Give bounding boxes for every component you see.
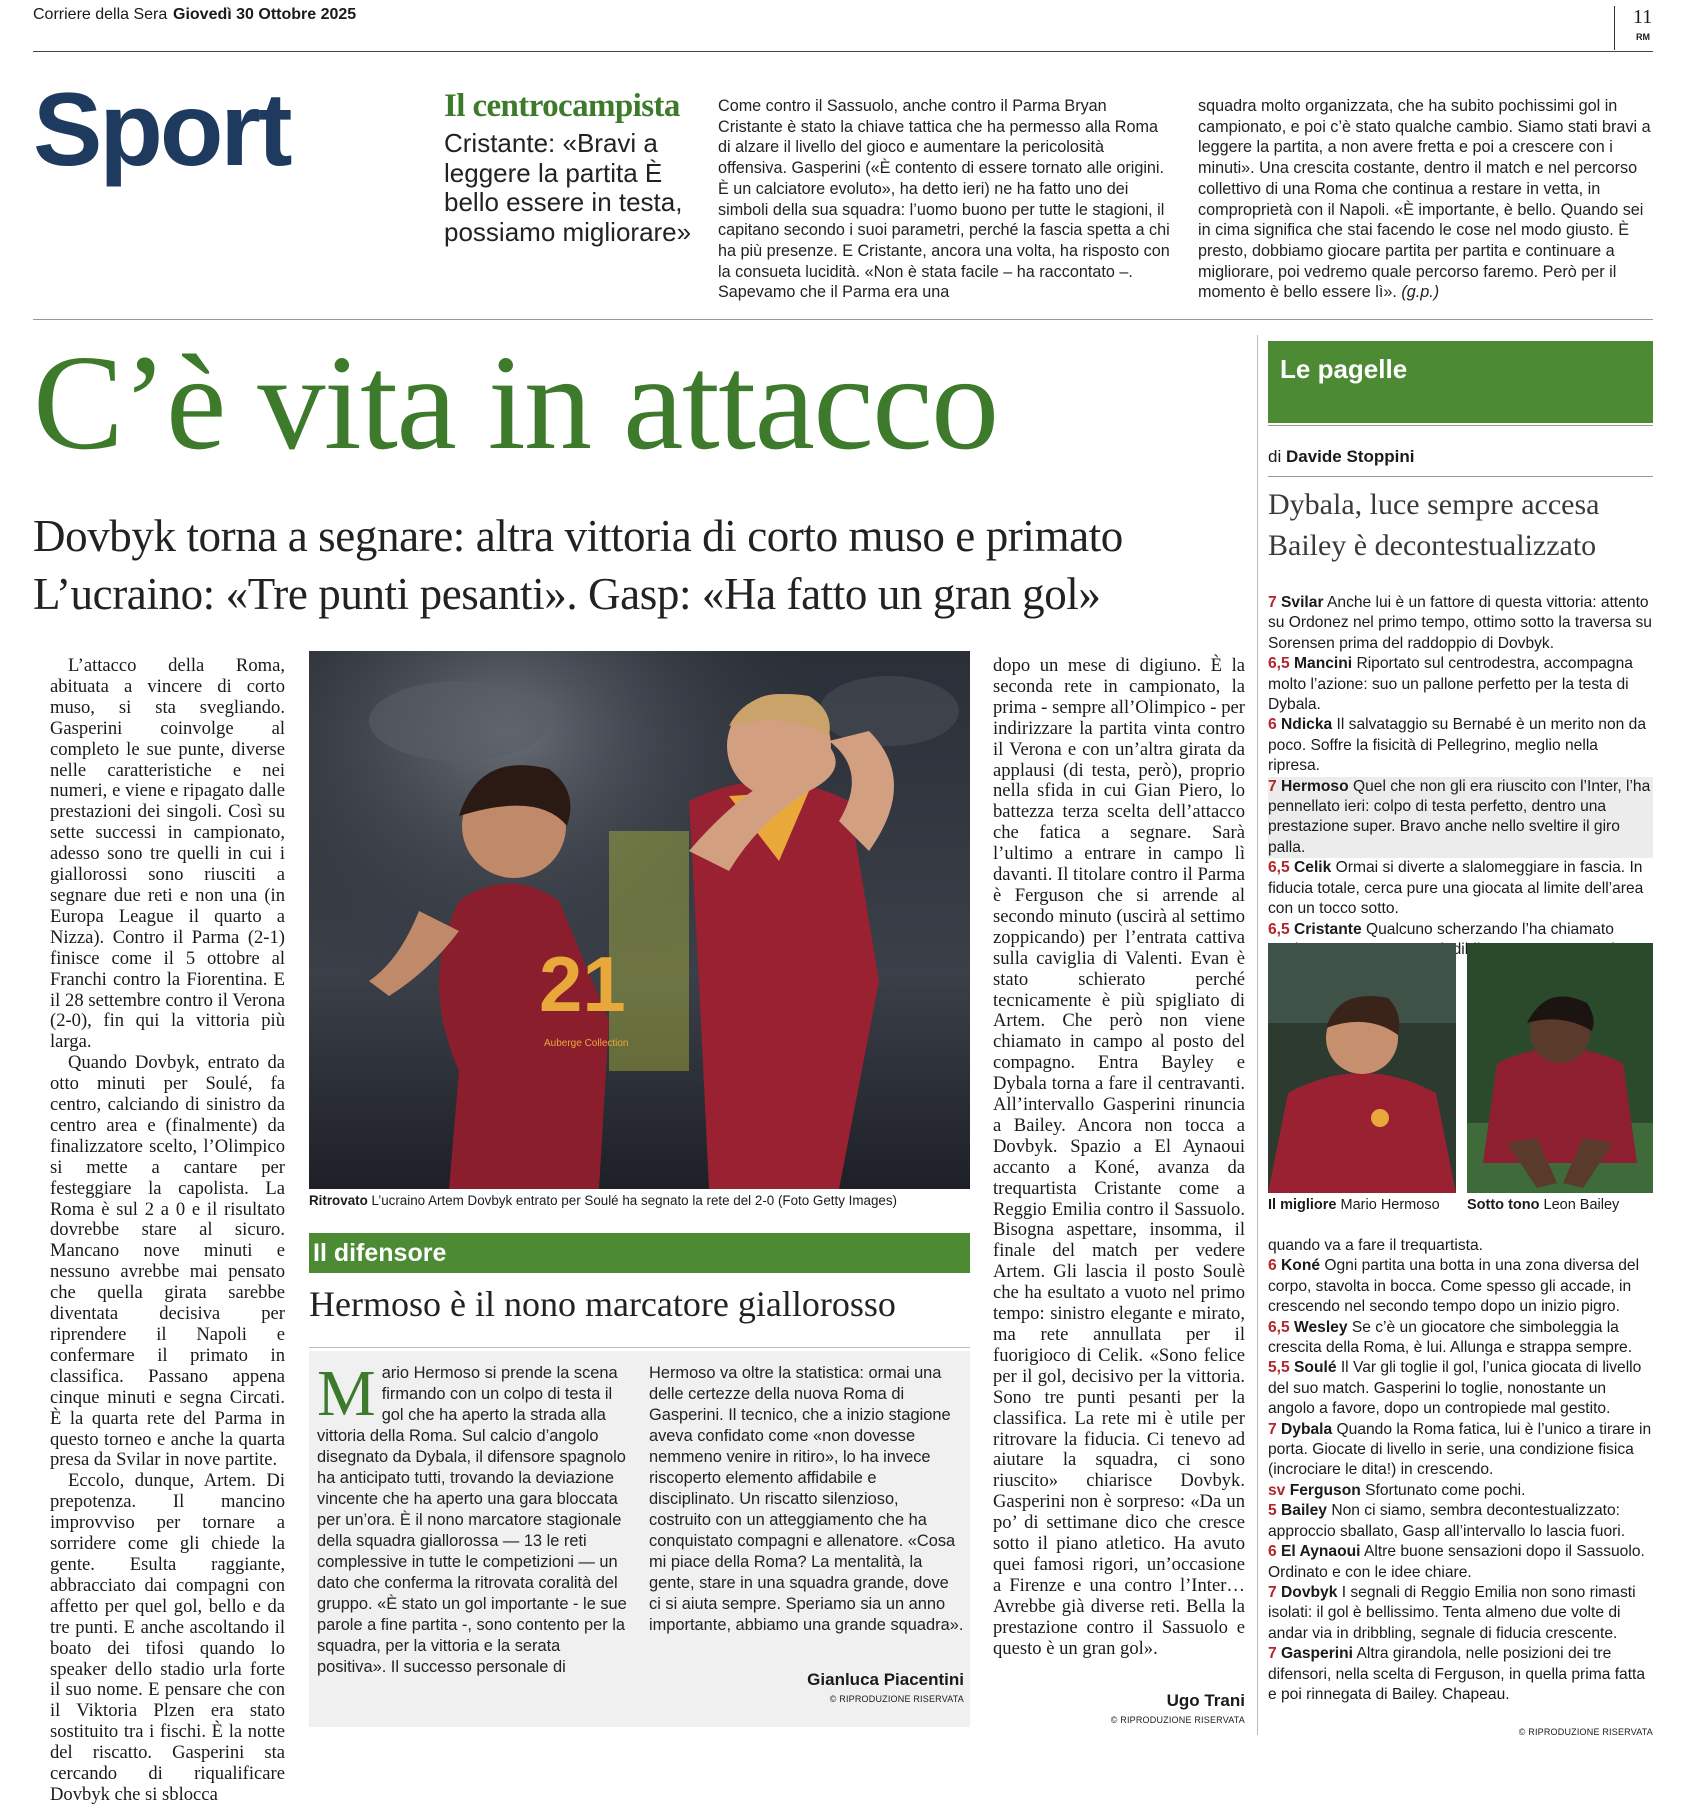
- main-subhead-1: Dovbyk torna a segnare: altra vittoria di corto muso e primato: [33, 511, 1123, 561]
- defender-copyright: © RIPRODUZIONE RISERVATA: [829, 1694, 964, 1704]
- section-title: Sport: [33, 72, 290, 188]
- rating-item: 7 Svilar Anche lui è un fattore di questa vittoria: attento su Ordonez nel primo tempo, ottimo sotto la traversa su Sorensen prima del raddoppio di Dovbyk.: [1268, 594, 1652, 652]
- page-number: 11: [1633, 6, 1653, 28]
- ratings-bottom: [1268, 1236, 1653, 1705]
- pagelle-headline-1: Dybala, luce sempre accesa: [1268, 488, 1600, 521]
- pagelle-tag: Le pagelle: [1268, 341, 1653, 423]
- rating-item: 5 Bailey Non ci siamo, sembra decontestualizzato: approccio sballato, Gasp all’intervallo lo lascia fuori.: [1268, 1502, 1626, 1540]
- defender-box: [309, 1233, 970, 1727]
- bailey-photo: [1467, 943, 1653, 1193]
- caption-text: L’ucraino Artem Dovbyk entrato per Soulé ha segnato la rete del 2-0 (Foto Getty Images): [371, 1193, 898, 1208]
- top-story-col2-text: squadra molto organizzata, che ha subito pochissimi gol in campionato, e poi c’è stato qualche cambio. Siamo stati bravi a leggere la partita, a non avere fretta e poi a crescere con i minuti». Una crescita costante, dentro il match e nel percorso collettivo di una Roma che continua a restare in vetta, in comproprietà con il Napoli. «È importante, è bello. Quando sei in cima significa che stai facendo le cose nel modo giusto. È presto, dobbiamo giocare partita per partita e continuare a migliorare, poi vedremo quale percorso faremo. Però per il momento è bello essere lì».: [1198, 97, 1651, 302]
- caption-label: Il migliore: [1268, 1197, 1337, 1213]
- rating-continuation: quando va a fare il trequartista.: [1268, 1237, 1483, 1254]
- rating-item: 7 Gasperini Altra girandola, nelle posizioni dei tre difensori, nella scelta di Ferguson, in quella prima fatta e poi rinnegata di Bailey. Chapeau.: [1268, 1645, 1646, 1703]
- player-photo-bailey: [1467, 943, 1653, 1193]
- byline-prefix: di: [1268, 447, 1282, 466]
- rating-item: 5,5 Soulé Il Var gli toglie il gol, l’unica giocata di livello del suo match. Gasperini lo toglie, nonostante un angolo a favore, dopo un contropiede mal gestito.: [1268, 1359, 1642, 1418]
- page-header: [33, 6, 1653, 50]
- caption-label: Sotto tono: [1467, 1197, 1540, 1213]
- defender-col1-text: ario Hermoso si prende la scena firmando con un colpo di testa il gol che ha aperto la strada alla vittoria della Roma. Sul calcio d’angolo disegnato da Dybala, il difensore spagnolo ha anticipato tutti, trovando la deviazione vincente che ha aperto una gara bloccata per un’ora. È il nono marcatore stagionale della squadra giallorossa — 13 le reti complessive in tutte le competizioni — un dato che conferma la ritrovata coralità del gruppo. «È stato un gol importante - le sue parole a fine partita -, sono contento per la squadra, per la vittoria e la serata positiva». Il successo personale di: [317, 1364, 627, 1676]
- main-col3-paragraph: dopo un mese di digiuno. È la seconda rete in campionato, la prima - sempre all’Olimpico - per indirizzare la partita vinta contro il Verona e con un’altra girata da applausi (di testa, però), proprio nella sfida in cui Gian Piero, lo battezza terza scelta dell’attacco che fatica a segnare. Sarà l’ultimo a entrare in campo lì davanti. Il titolare contro il Parma è Ferguson che si arrende al secondo minuto (uscirà al settimo zoppicando) per l’entrata cattiva sulla caviglia di Valenti. Evan è stato schierato perché tecnicamente è più spigliato di Artem. Che però non viene chiamato in campo al posto del compagno. Entra Bayley e Dybala torna a fare il centravanti. All’intervallo Gasperini rinuncia a Bailey. Ancora non tocca a Dovbyk. Spazio a El Aynaoui accanto a Koné, avanza da trequartista Cristante come a Reggio Emilia contro il Sassuolo. Bisogna aspettare, insomma, il finale del match per vedere Artem. Gli lascia il posto Soulè che ha esultato a vuoto nel primo tempo: sinistro elegante e mirato, ma rete annullata per il fuorigioco di Celik. «Sono felice per il gol, decisivo per la vittoria. Sono tre punti pesanti per la classifica. La rete mi è utile per ritrovare la fiducia. Ci tenevo ad aiutare la squadra, ci sono riuscito» chiarisce Dovbyk. Gasperini non è sorpreso: «Da un po’ di settimane dico che cresce sotto il piano atletico. Ha avuto quei famosi rigori, un’occasione a Firenze e una contro l’Inter… Avrebbe già diverse reti. Bella la prestazione contro il Sassuolo e questo è un gran gol».: [993, 655, 1245, 1659]
- pagelle-rule-2: [1268, 476, 1653, 477]
- bailey-photo-caption: [1467, 1197, 1619, 1213]
- celebration-photo: [309, 651, 970, 1189]
- top-story-col2: [1198, 96, 1653, 303]
- defender-headline: Hermoso è il nono marcatore giallorosso: [309, 1284, 896, 1324]
- header-divider: [1614, 6, 1615, 50]
- main-headline: C’è vita in attacco: [33, 328, 998, 478]
- rating-item: 7 Dybala Quando la Roma fatica, lui è l’unico a tirare in porta. Giocate di livello in serie, una condizione fisica (incrociare le dita!) in crescendo.: [1268, 1420, 1652, 1479]
- defender-col1: [317, 1357, 632, 1678]
- top-rule: [33, 319, 1653, 320]
- rating-item: 6 Ndicka Il salvataggio su Bernabé è un merito non da poco. Soffre la fisicità di Pellegrino, meglio nella ripresa.: [1268, 716, 1646, 775]
- jersey-sponsor: Auberge Collection: [544, 1038, 629, 1049]
- pagelle-copyright: © RIPRODUZIONE RISERVATA: [1518, 1727, 1653, 1737]
- caption-name: Leon Bailey: [1543, 1197, 1620, 1213]
- main-col1-paragraph: L’attacco della Roma, abituata a vincere di corto muso, si sta svegliando. Gasperini coinvolge al completo le sue punte, diverse nelle caratteristiche e nei numeri, e viene e ripagato dalle prestazioni dei singoli. Così su sette successi in campionato, adesso sono tre quelli in cui i giallorossi sono riusciti a segnare due reti e non una (in Europa League il quarto a Nizza). Contro il Parma (2-1) finisce come il 5 ottobre al Franchi contro la Fiorentina. E il 28 settembre contro il Verona (2-0), fin qui la vittoria più larga.: [50, 655, 285, 1053]
- main-author: Ugo Trani: [1166, 1691, 1245, 1710]
- main-subhead-2: L’ucraino: «Tre punti pesanti». Gasp: «Ha fatto un gran gol»: [33, 569, 1101, 619]
- rating-item: 6,5 Celik Ormai si diverte a slalomeggiare in fascia. In fiducia totale, cerca pure una giocata al limite dell’area con un tocco sotto.: [1268, 859, 1644, 918]
- defender-tag: Il difensore: [309, 1233, 970, 1273]
- byline-name: Davide Stoppini: [1285, 447, 1415, 466]
- rating-item: 7 Hermoso Quel che non gli era riuscito con l’Inter, l’ha pennellato ieri: colpo di testa perfetto, dentro una prestazione super. Bravo anche nello sveltire il giro palla.: [1268, 777, 1653, 859]
- main-col1-paragraph: Eccolo, dunque, Artem. Di prepotenza. Il mancino improvviso per tornare a sorridere come gli chiede la gente. Esulta raggiante, abbracciato dai compagni con affetto per quel gol, bello e da tre punti. E anche ascoltando il boato dei tifosi quando lo speaker dello stadio urla forte il suo nome. E pensare che con il Viktoria Plzen era stato sostituito tra i fischi. È la notte del riscatto. Gasperini sta cercando di riqualificare Dovbyk che si sblocca: [50, 1470, 285, 1805]
- publication-name: Corriere della Sera: [33, 6, 168, 23]
- top-kicker: Il centrocampista: [444, 88, 680, 124]
- top-story-col1: Come contro il Sassuolo, anche contro il Parma Bryan Cristante è stato la chiave tattica che ha permesso alla Roma di alzare il livello del gioco e aumentare la pericolosità offensiva. Gasperini («È contento di essere tornato alle origini. È un calciatore evoluto», ha detto ieri) ne ha fatto uno dei simboli della sua squadra: l’uomo buono per tutte le stagioni, il capitano secondo i suoi parametri, perché la fascia spetta a chi ha più presenze. E Cristante, ancora una volta, ha risposto con la consueta lucidità. «Non è stata facile – ha raccontato –. Sapevamo che il Parma era una: [718, 97, 1170, 302]
- main-col1-paragraph: Quando Dovbyk, entrato da otto minuti per Soulé, fa centro, calciando di sinistro da centro area e (finalmente) da finalizzatore scelto, l’Olimpico si mette a cantare per festeggiare la capolista. La Roma è sul 2 a 0 e il risultato dovrebbe stare al sicuro. Mancano nove minuti e nessuno avrebbe mai pensato che quella girata sarebbe diventata decisiva per riprendere il Napoli e confermare il primato in classifica. Passano appena cinque minuti e segna Circati. È la quarta rete del Parma in questo torneo e anche la quarta presa da Svilar in nove partite.: [50, 1052, 285, 1471]
- rating-item: sv Ferguson Sfortunato come pochi.: [1268, 1481, 1526, 1499]
- hermoso-photo-caption: [1268, 1197, 1440, 1213]
- pagelle-rule: [1268, 425, 1653, 426]
- hermoso-photo: [1268, 943, 1456, 1193]
- rating-item: 6,5 Cristante Qualcuno scherzando l’ha chiamato: [1268, 920, 1614, 938]
- defender-rule: [309, 1347, 970, 1348]
- rating-item: 6 Koné Ogni partita una botta in una zona diversa del corpo, stavolta in bocca. Come spesso gli accade, in crescendo nel secondo tempo dopo un inizio pigro.: [1268, 1257, 1640, 1316]
- ratings-top: [1268, 593, 1653, 981]
- publication-date: Giovedì 30 Ottobre 2025: [173, 6, 357, 23]
- top-story-signature: (g.p.): [1401, 283, 1440, 302]
- sidebar-divider: [1257, 335, 1258, 1735]
- main-copyright: © RIPRODUZIONE RISERVATA: [1110, 1715, 1245, 1725]
- caption-name: Mario Hermoso: [1340, 1197, 1440, 1213]
- rating-item: 6,5 Wesley Se c’è un giocatore che simboleggia la crescita della Roma, è lui. Allunga e strappa sempre.: [1268, 1318, 1633, 1357]
- caption-label: Ritrovato: [309, 1193, 368, 1208]
- jersey-number: 21: [539, 940, 626, 1028]
- rating-item: 6,5 Mancini Riportato sul centrodestra, accompagna molto l’azione: suo un pallone perfetto per la testa di Dybala.: [1268, 655, 1633, 714]
- defender-dropcap: M: [317, 1357, 376, 1430]
- main-column-3: [993, 656, 1245, 1660]
- main-column-1: [50, 656, 285, 1806]
- main-photo-caption: [309, 1193, 970, 1208]
- main-photo: [309, 651, 970, 1189]
- edition-code: RM: [1636, 32, 1650, 42]
- top-headline: Cristante: «Bravi a leggere la partita È bello essere in testa, possiamo migliorare»: [444, 128, 692, 247]
- pagelle-byline: [1268, 447, 1414, 467]
- rating-item: 7 Dovbyk I segnali di Reggio Emilia non sono rimasti isolati: il gol è bellissimo. Tenta almeno due volte di andar via in dribbling, segnale di fiducia crescente.: [1268, 1583, 1636, 1642]
- header-rule: [33, 51, 1653, 52]
- player-photo-hermoso: [1268, 943, 1456, 1193]
- pagelle-headline-2: Bailey è decontestualizzato: [1268, 529, 1597, 562]
- defender-col2: Hermoso va oltre la statistica: ormai una delle certezze della nuova Roma di Gasperini. Il tecnico, che a inizio stagione aveva confidato come «non dovesse nemmeno venire in ritiro», lo ha invece riscoperto elemento affidabile e disciplinato. Un riscatto silenzioso, costruito con un atteggiamento che ha conquistato compagni e allenatore. «Cosa mi piace della Roma? La mentalità, la gente, stare in una squadra grande, dove ci si aiuta sempre. Speriamo sia un anno importante, abbiamo una grande squadra».: [649, 1364, 964, 1634]
- rating-item: 6 El Aynaoui Altre buone sensazioni dopo il Sassuolo. Ordinato e con le idee chiare.: [1268, 1543, 1645, 1581]
- defender-author: Gianluca Piacentini: [807, 1670, 964, 1689]
